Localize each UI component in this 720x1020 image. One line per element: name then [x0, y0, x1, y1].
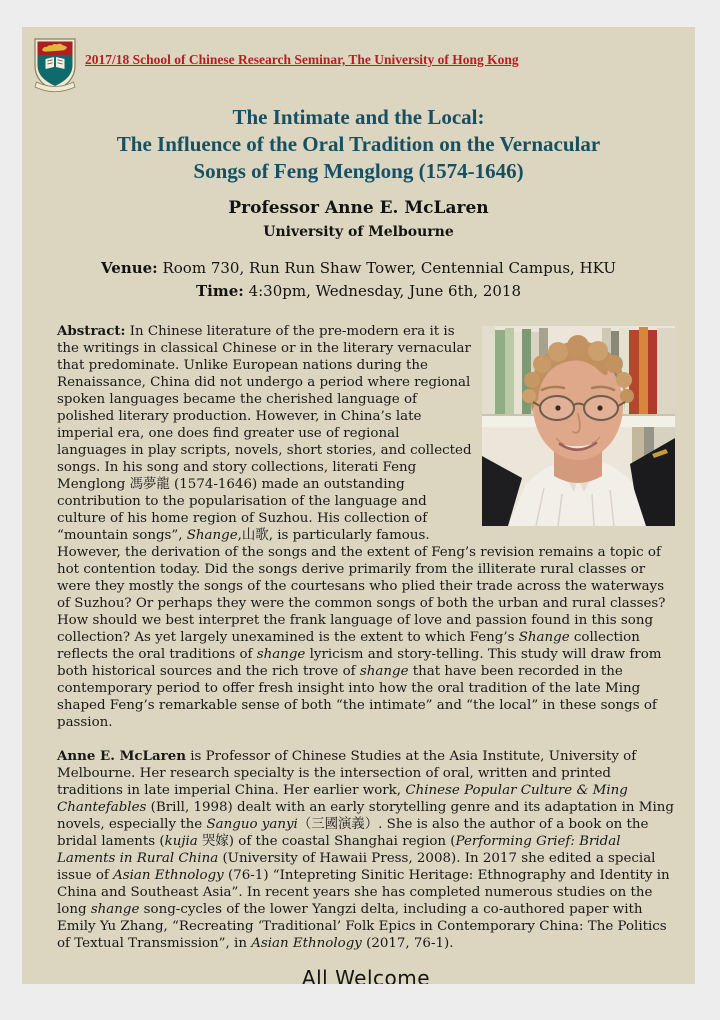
talk-title-line-3: Songs of Feng Menglong (1574-1646) [193, 159, 524, 183]
talk-title-line-2: The Influence of the Oral Tradition on the Vernacular [116, 132, 601, 156]
speaker-name: Professor Anne E. McLaren [228, 198, 489, 218]
abstract-paragraph [57, 323, 675, 731]
all-welcome-note: All Welcome [301, 966, 431, 984]
time-value: 4:30pm, Wednesday, June 6th, 2018 [243, 282, 522, 300]
bio-text: Anne E. McLaren is Professor of Chinese Studies at the Asia Institute, University of Melbourne. Her research specialty is the intersection of oral, written and printed traditions in late imperial China. Her earlier work, Chinese Popular Culture & Ming Chantefables (Brill, 1998) dealt with an early storytelling genre and its adaptation in Ming novels, especially the Sanguo yanyi（三國演義）. She is also the author of a book on the bridal laments (kujia 哭嫁) of the coastal Shanghai region (Performing Grief: Bridal Laments in Rural China (University of Hawaii Press, 2008). In 2017 she edited a special issue of Asian Ethnology (76-1) “Intepreting Sinitic Heritage: Ethnography and Identity in China and Southeast Asia”. In recent years she has completed numerous studies on the long shange song-cycles of the lower Yangzi delta, including a co-authored paper with Emily Yu Zhang, “Recreating ‘Traditional’ Folk Epics in Contemporary China: The Politics of Textual Transmission”, in Asian Ethnology (2017, 76-1). [57, 748, 674, 951]
time-line [22, 280, 695, 303]
bio-paragraph [57, 748, 675, 952]
header [33, 38, 695, 96]
seminar-poster [22, 27, 695, 984]
talk-title-line-1: The Intimate and the Local: [232, 105, 485, 129]
talk-title [22, 104, 695, 185]
body-content [22, 323, 695, 984]
seminar-series-title: 2017/18 School of Chinese Research Seminar, The University of Hong Kong [85, 52, 519, 67]
venue-line [22, 257, 695, 280]
speaker-photo [482, 326, 675, 526]
hku-crest-icon [33, 38, 77, 96]
abstract-text: Abstract: In Chinese literature of the pre-modern era it is the writings in classical Chinese or in the literary vernacular that predominate. Unlike European nations during the Renaissance, China did not undergo a period where regional spoken languages became the cherished language of polished literary production. However, in China’s late imperial era, one does find greater use of regional languages in play scripts, novels, short stories, and collected songs. In his song and story collections, literati Feng Menglong 馮夢龍 (1574-1646) made an outstanding contribution to the popularisation of the language and culture of his home region of Suzhou. His collection of “mountain songs”, Shange,山歌, is particularly famous. However, the derivation of the songs and the extent of Feng’s revision remains a topic of hot contention today. Did the songs derive primarily from the illiterate rural classes or were they mostly the songs of the courtesans who plied their trade across the waterways of Suzhou? Or perhaps they were the common songs of both the urban and rural classes? How should we best interpret the frank language of love and passion found in this song collection? As yet largely unexamined is the extent to which Feng’s Shange collection reflects the oral traditions of shange lyricism and story-telling. This study will draw from both historical sources and the rich trove of shange that have been recorded in the contemporary period to offer fresh insight into how the oral tradition of the late Ming shaped Feng’s remarkable sense of both “the intimate” and “the local” in these songs of passion. [57, 323, 666, 730]
venue-label: Venue: [101, 259, 158, 277]
time-label: Time: [195, 282, 244, 300]
venue-value: Room 730, Run Run Shaw Tower, Centennial Campus, HKU [157, 259, 616, 277]
speaker-affiliation: University of Melbourne [263, 224, 454, 240]
